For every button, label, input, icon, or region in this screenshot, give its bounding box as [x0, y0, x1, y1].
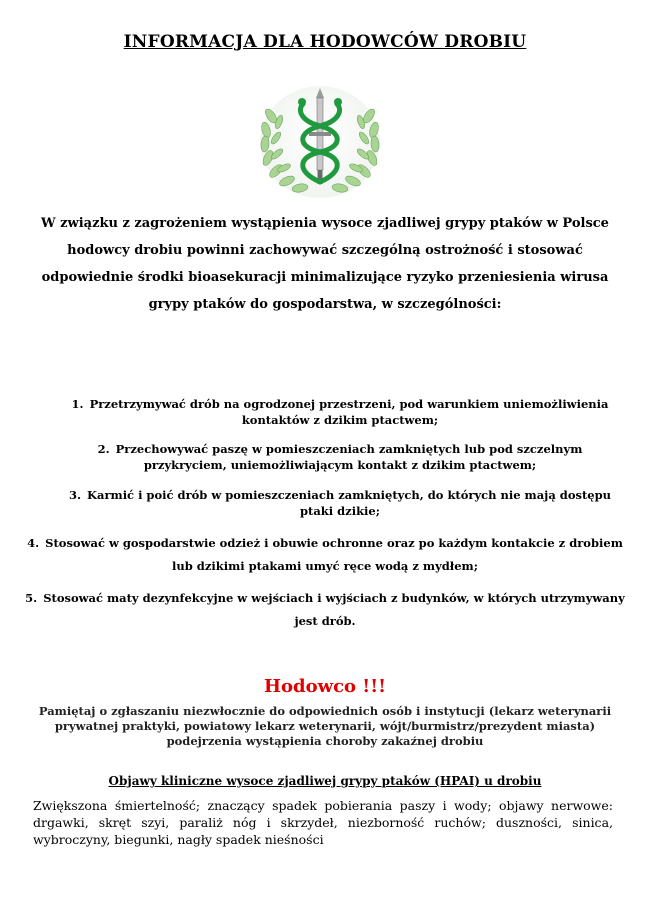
document-title: INFORMACJA DLA HODOWCÓW DROBIU: [123, 32, 527, 52]
intro-paragraph: W związku z zagrożeniem wystąpienia wysoce zjadliwej grypy ptaków w Polsce hodowcy drobiu powinni zachowywać szczególną ostrożność i stosować odpowiednie środki bioasekuracji minimalizujące ryzyko przeniesienia wirusa grypy ptaków do gospodarstwa, w szczególności:: [41, 216, 609, 312]
list-item-text: Karmić i poić drób w pomieszczeniach zamkniętych, do których nie mają dostępu ptaki dzikie;: [87, 488, 612, 518]
list-item-text: Stosować maty dezynfekcyjne w wejściach i wyjściach z budynków, w których utrzymywany jest drób.: [43, 591, 625, 628]
list-item-text: Przetrzymywać drób na ogrodzonej przestrzeni, pod warunkiem uniemożliwienia kontaktów z dzikim ptactwem;: [89, 397, 609, 427]
list-item-text: Przechowywać paszę w pomieszczeniach zamkniętych lub pod szczelnym przykryciem, uniemożliwiającym kontakt z dzikim ptactwem;: [115, 442, 583, 472]
caduceus-wreath-icon: [257, 82, 383, 200]
list-item-number: 5.: [25, 591, 38, 605]
list-item-text: Stosować w gospodarstwie odzież i obuwie ochronne oraz po każdym kontakcie z drobiem lub dzikimi ptakami umyć ręce wodą z mydłem;: [45, 536, 623, 573]
list-item: [60, 487, 620, 519]
symptoms-paragraph: Zwiększona śmiertelność; znaczący spadek pobierania paszy i wody; objawy nerwowe: drgawki, skręt szyi, paraliż nóg i skrzydeł, niezborność ruchów; duszności, sinica, wybroczyny, biegunki, nagły spadek nieśności: [33, 798, 613, 847]
list-item: [15, 587, 635, 633]
list-item-number: 4.: [27, 536, 40, 550]
list-item: [60, 441, 620, 473]
list-item-number: 1.: [71, 397, 84, 411]
list-item: [15, 532, 635, 578]
list-item-number: 3.: [68, 488, 81, 502]
callout-heading: Hodowco !!!: [263, 676, 387, 697]
list-item-number: 2.: [97, 442, 110, 456]
notice-paragraph: Pamiętaj o zgłaszaniu niezwłocznie do odpowiednich osób i instytucji (lekarz weterynarii prywatnej praktyki, powiatowy lekarz weterynarii, wójt/burmistrz/prezydent miasta) podejrzenia wystąpienia choroby zakaźnej drobiu: [38, 704, 612, 748]
list-item: [60, 396, 620, 428]
symptoms-heading: Objawy kliniczne wysoce zjadliwej grypy ptaków (HPAI) u drobiu: [108, 774, 542, 788]
